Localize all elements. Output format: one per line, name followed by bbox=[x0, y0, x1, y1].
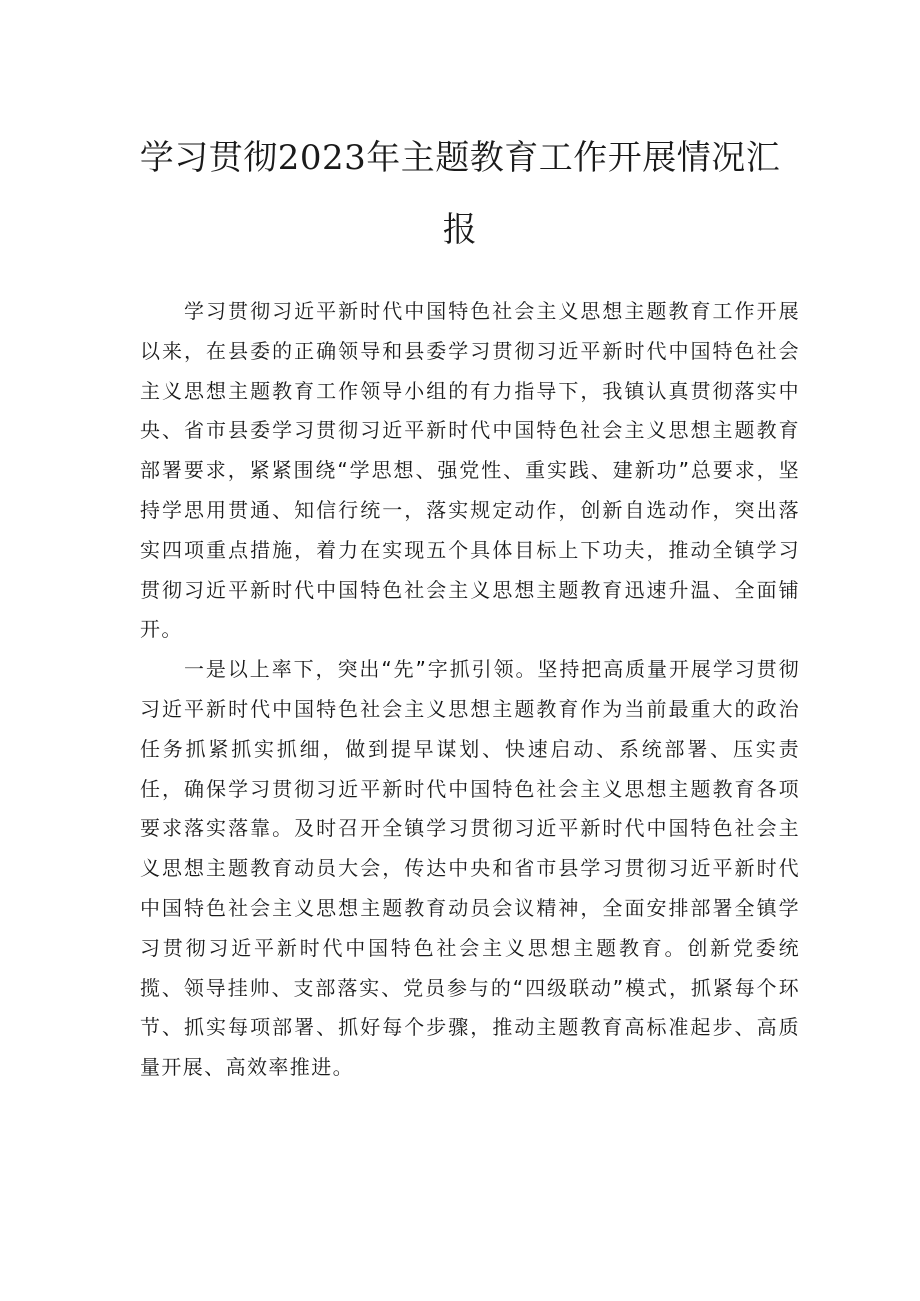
paragraph-intro: 学习贯彻习近平新时代中国特色社会主义思想主题教育工作开展以来，在县委的正确领导和县委学习贯彻习近平新时代中国特色社会主义思想主题教育工作领导小组的有力指导下，我镇认真贯彻落实中央、省市县委学习贯彻习近平新时代中国特色社会主义思想主题教育部署要求，紧紧围绕“学思想、强党性、重实践、建新功”总要求，坚持学思用贯通、知信行统一，落实规定动作，创新自选动作，突出落实四项重点措施，着力在实现五个具体目标上下功夫，推动全镇学习贯彻习近平新时代中国特色社会主义思想主题教育迅速升温、全面铺开。 bbox=[140, 299, 800, 642]
document-body bbox=[140, 292, 800, 1088]
document-title-line-2: 报 bbox=[442, 210, 478, 250]
document-title-line-1: 学习贯彻2023年主题教育工作开展情况汇 bbox=[139, 138, 781, 178]
paragraph-section-1: 一是以上率下，突出“先”字抓引领。坚持把高质量开展学习贯彻习近平新时代中国特色社会主义思想主题教育作为当前最重大的政治任务抓紧抓实抓细，做到提早谋划、快速启动、系统部署、压实责任，确保学习贯彻习近平新时代中国特色社会主义思想主题教育各项要求落实落靠。及时召开全镇学习贯彻习近平新时代中国特色社会主义思想主题教育动员大会，传达中央和省市县学习贯彻习近平新时代中国特色社会主义思想主题教育动员会议精神，全面安排部署全镇学习贯彻习近平新时代中国特色社会主义思想主题教育。创新党委统揽、领导挂帅、支部落实、党员参与的“四级联动”模式，抓紧每个环节、抓实每项部署、抓好每个步骤，推动主题教育高标准起步、高质量开展、高效率推进。 bbox=[140, 657, 800, 1080]
